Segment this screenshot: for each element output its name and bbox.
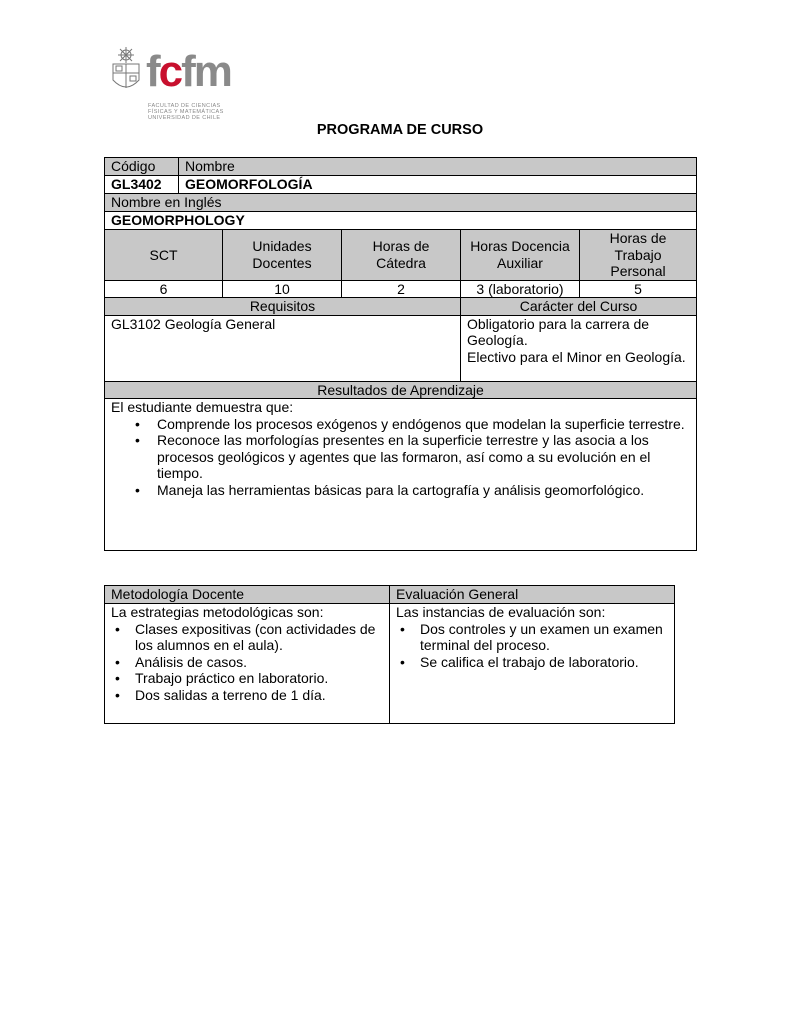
- english-name-header: Nombre en Inglés: [105, 194, 697, 212]
- name-header: Nombre: [179, 158, 697, 176]
- sct-value: 6: [105, 280, 223, 298]
- evaluation-list: [396, 621, 668, 671]
- list-item: • Reconoce las morfologías presentes en la superficie terrestre y las asocia a los procesos geológicos y agentes que las formaron, así como a su evolución en el tiempo.: [111, 432, 690, 482]
- list-item: • Maneja las herramientas básicas para la cartografía y análisis geomorfológico.: [111, 482, 690, 499]
- character-line: Obligatorio para la carrera de Geología.: [467, 315, 650, 348]
- teaching-units-value: 10: [223, 280, 342, 298]
- methodology-body: [105, 604, 390, 724]
- character-value: [461, 315, 697, 381]
- list-item: • Se califica el trabajo de laboratorio.: [396, 654, 668, 671]
- personal-work-hours-value: 5: [580, 280, 697, 298]
- university-logo: [108, 46, 238, 126]
- university-crest-icon: [108, 46, 144, 96]
- logo-subtitle: FACULTAD DE CIENCIAS FÍSICAS Y MATEMÁTICAS UNIVERSIDAD DE CHILE: [148, 103, 224, 121]
- personal-work-hours-header: Horas de Trabajo Personal: [580, 230, 697, 281]
- methodology-intro: La estrategias metodológicas son:: [111, 604, 324, 620]
- requisites-value: GL3102 Geología General: [105, 315, 461, 381]
- lecture-hours-header: Horas de Cátedra: [342, 230, 461, 281]
- code-header: Código: [105, 158, 179, 176]
- list-item: • Clases expositivas (con actividades de los alumnos en el aula).: [111, 621, 383, 654]
- course-info-table: [104, 157, 697, 551]
- character-header: Carácter del Curso: [461, 298, 697, 316]
- learning-results-body: [105, 399, 697, 551]
- logo-wordmark: fcfm: [146, 47, 231, 96]
- methodology-list: [111, 621, 383, 704]
- list-item: • Dos controles y un examen un examen terminal del proceso.: [396, 621, 668, 654]
- auxiliary-hours-value: 3 (laboratorio): [461, 280, 580, 298]
- course-code: GL3402: [105, 176, 179, 194]
- learning-intro: El estudiante demuestra que:: [111, 399, 294, 415]
- teaching-units-header: Unidades Docentes: [223, 230, 342, 281]
- requisites-header: Requisitos: [105, 298, 461, 316]
- evaluation-body: [390, 604, 675, 724]
- methodology-header: Metodología Docente: [105, 586, 390, 604]
- course-name: GEOMORFOLOGÍA: [179, 176, 697, 194]
- methodology-evaluation-table: [104, 585, 675, 724]
- english-name: GEOMORPHOLOGY: [105, 212, 697, 230]
- list-item: • Trabajo práctico en laboratorio.: [111, 670, 383, 687]
- page-title: PROGRAMA DE CURSO: [316, 122, 484, 138]
- evaluation-header: Evaluación General: [390, 586, 675, 604]
- list-item: • Análisis de casos.: [111, 654, 383, 671]
- sct-header: SCT: [105, 230, 223, 281]
- list-item: • Comprende los procesos exógenos y endógenos que modelan la superficie terrestre.: [111, 416, 690, 433]
- learning-results-header: Resultados de Aprendizaje: [105, 381, 697, 399]
- learning-results-list: [111, 416, 690, 499]
- character-line: Electivo para el Minor en Geología.: [467, 348, 686, 365]
- evaluation-intro: Las instancias de evaluación son:: [396, 604, 606, 620]
- lecture-hours-value: 2: [342, 280, 461, 298]
- list-item: • Dos salidas a terreno de 1 día.: [111, 687, 383, 704]
- auxiliary-hours-header: Horas Docencia Auxiliar: [461, 230, 580, 281]
